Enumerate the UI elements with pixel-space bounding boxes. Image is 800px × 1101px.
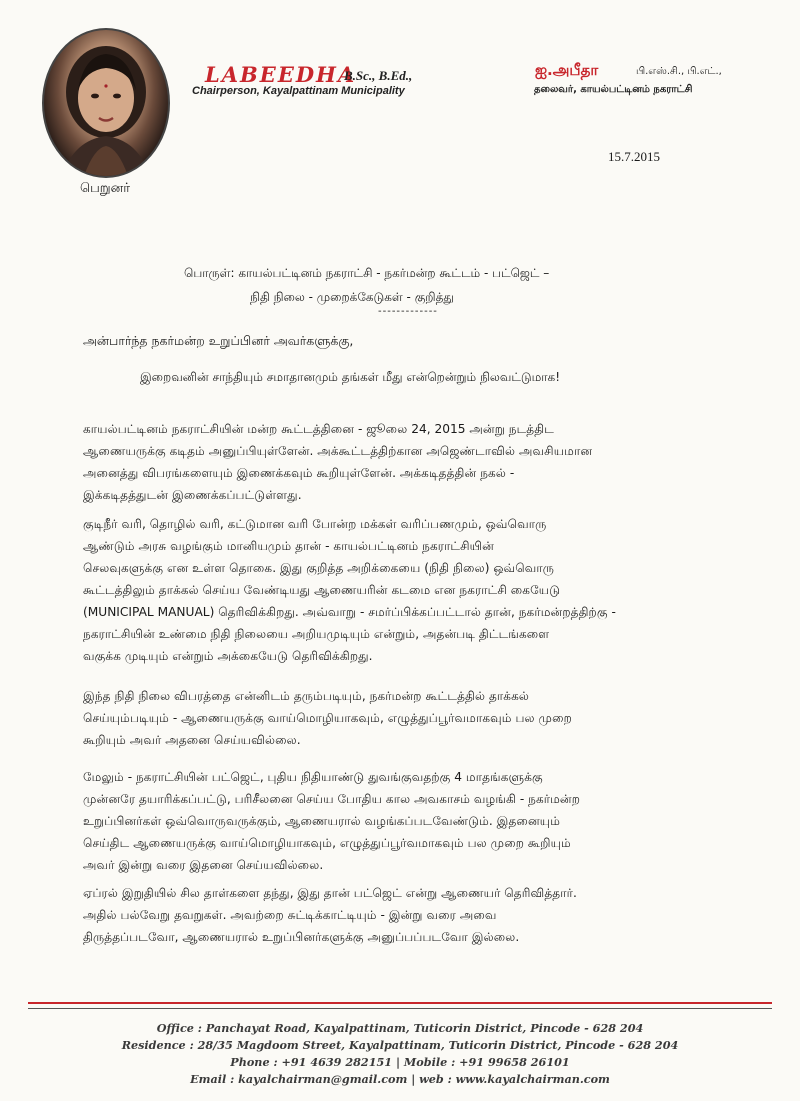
paragraph-line: (MUNICIPAL MANUAL) தெரிவிக்கிறது. அவ்வாறு - சமர்ப்பிக்கப்பட்டால் தான், நகர்மன்றத்திற்கு - (83, 605, 616, 619)
photo-caption: பெறுனர் (80, 181, 131, 196)
body-paragraph (83, 766, 763, 876)
footer-residence: Residence : 28/35 Magdoom Street, Kayalpattinam, Tuticorin District, Pincode - 628 204 (121, 1038, 679, 1052)
letterhead-tamil-title: தலைவர், காயல்பட்டினம் நகராட்சி (534, 84, 693, 95)
paragraph-line: திருத்தப்படவோ, ஆணையரால் உறுப்பினர்களுக்கு அனுப்பப்படவோ இல்லை. (83, 930, 520, 944)
paragraph-line: காயல்பட்டினம் நகராட்சியின் மன்ற கூட்டத்தினை - ஜூலை 24, 2015 அன்று நடத்திட (83, 422, 554, 436)
paragraph-line: வகுக்க முடியும் என்றும் அக்கையேடு தெரிவிக்கிறது. (83, 649, 373, 663)
body-paragraph (83, 418, 763, 506)
letterhead-english-name: LABEEDHA (205, 62, 357, 87)
letterhead-english-degree: B.Sc., B.Ed., (344, 68, 413, 83)
paragraph-line: அதில் பல்வேறு தவறுகள். அவற்றை சுட்டிக்காட்டியும் - இன்று வரை அவை (83, 908, 497, 922)
paragraph-line: அனைத்து விபரங்களையும் இணைக்கவும் கூறியுள்ளேன். அக்கடிதத்தின் நகல் - (83, 466, 515, 480)
paragraph-line: ஆணையருக்கு கடிதம் அனுப்பியுள்ளேன். அக்கூட்டத்திற்கான அஜெண்டாவில் அவசியமான (83, 444, 593, 458)
paragraph-line: குடிநீர் வரி, தொழில் வரி, கட்டுமான வரி போன்ற மக்கள் வரிப்பணமும், ஒவ்வொரு (83, 517, 547, 531)
paragraph-line: செய்யும்படியும் - ஆணையருக்கு வாய்மொழியாகவும், எழுத்துப்பூர்வமாகவும் பல முறை (83, 711, 572, 725)
paragraph-line: செய்திட ஆணையருக்கு வாய்மொழியாகவும், எழுத்துப்பூர்வமாகவும் பல முறை கூறியும் (83, 836, 571, 850)
footer-email: Email : kayalchairman@gmail.com | web : www.kayalchairman.com (190, 1072, 610, 1086)
letterhead-tamil-name: ஐ.அபீதா (535, 61, 599, 79)
paragraph-line: நகராட்சியின் உண்மை நிதி நிலையை அறியமுடியும் என்றும், அதன்படி திட்டங்களை (83, 627, 550, 641)
footer-phone: Phone : +91 4639 282151 | Mobile : +91 99658 26101 (230, 1055, 570, 1069)
letterhead-tamil-degree: பி.எஸ்.சி., பி.எட்., (636, 66, 722, 77)
body-paragraph (83, 882, 763, 948)
paragraph-line: முன்னரே தயாரிக்கப்பட்டு, பரிசீலனை செய்ய போதிய கால அவகாசம் வழங்கி - நகர்மன்ற (83, 792, 581, 806)
paragraph-line: இக்கடிதத்துடன் இணைக்கப்பட்டுள்ளது. (83, 488, 302, 502)
letterhead-english-title: Chairperson, Kayalpattinam Municipality (192, 85, 405, 97)
paragraph-line: ஆண்டும் அரசு வழங்கும் மானியமும் தான் - காயல்பட்டினம் நகராட்சியின் (83, 539, 494, 553)
paragraph-line: செலவுகளுக்கு என உள்ள தொகை. இது குறித்த அறிக்கையை (நிதி நிலை) ஒவ்வொரு (83, 561, 555, 575)
footer-rule (28, 1002, 772, 1004)
footer-rule (28, 1008, 772, 1009)
chairperson-portrait (42, 28, 170, 178)
paragraph-line: கூட்டத்திலும் தாக்கல் செய்ய வேண்டியது ஆணையரின் கடமை என நகராட்சி கையேடு (83, 583, 561, 597)
paragraph-line: ஏப்ரல் இறுதியில் சில தாள்களை தந்து, இது தான் பட்ஜெட் என்று ஆணையர் தெரிவித்தார். (83, 886, 577, 900)
body-paragraph (83, 685, 763, 751)
paragraph-line: உறுப்பினர்கள் ஒவ்வொருவருக்கும், ஆணையரால் வழங்கப்படவேண்டும். இதனையும் (83, 814, 561, 828)
paragraph-line: அவர் இன்று வரை இதனை செய்யவில்லை. (83, 858, 324, 872)
subject-line: நிதி நிலை - முறைக்கேடுகள் - குறித்து (250, 290, 454, 304)
footer-contact (0, 1020, 800, 1088)
footer-office: Office : Panchayat Road, Kayalpattinam, Tuticorin District, Pincode - 628 204 (156, 1021, 644, 1035)
greeting: இறைவனின் சாந்தியும் சமாதானமும் தங்கள் மீது என்றென்றும் நிலவட்டுமாக! (140, 370, 561, 384)
paragraph-line: மேலும் - நகராட்சியின் பட்ஜெட், புதிய நிதியாண்டு துவங்குவதற்கு 4 மாதங்களுக்கு (83, 770, 543, 784)
subject-separator: ------------- (378, 306, 438, 317)
subject-block (184, 261, 549, 309)
salutation: அன்பார்ந்த நகர்மன்ற உறுப்பினர் அவர்களுக்கு, (83, 333, 354, 348)
paragraph-line: கூறியும் அவர் அதனை செய்யவில்லை. (83, 733, 301, 747)
body-paragraph (83, 513, 763, 667)
subject-line: பொருள்: காயல்பட்டினம் நகராட்சி - நகர்மன்ற கூட்டம் - பட்ஜெட் – (184, 266, 550, 280)
paragraph-line: இந்த நிதி நிலை விபரத்தை என்னிடம் தரும்படியும், நகர்மன்ற கூட்டத்தில் தாக்கல் (83, 689, 530, 703)
letter-date: 15.7.2015 (608, 149, 660, 164)
